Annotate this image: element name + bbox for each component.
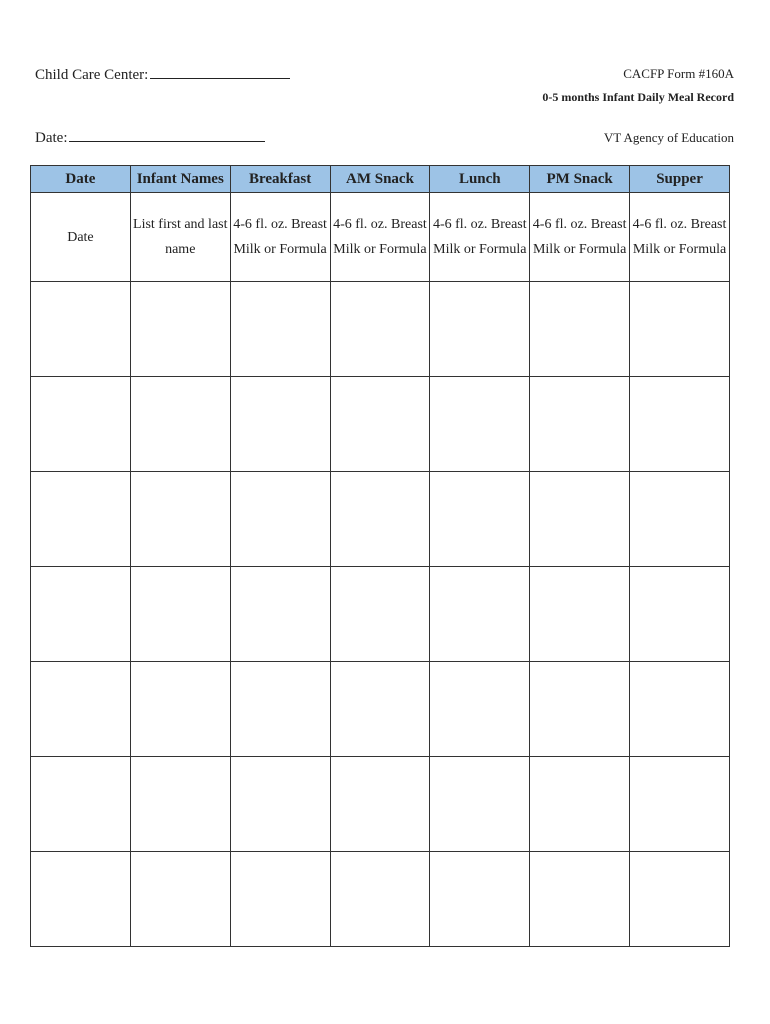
table-row bbox=[31, 377, 730, 472]
date-field bbox=[35, 127, 265, 147]
entry-cell-am-snack[interactable] bbox=[330, 757, 430, 852]
entry-cell-lunch[interactable] bbox=[430, 282, 530, 377]
column-header-lunch: Lunch bbox=[430, 166, 530, 193]
child-care-center-input[interactable] bbox=[150, 64, 290, 79]
entry-cell-infant-names[interactable] bbox=[130, 852, 230, 947]
entry-cell-pm-snack[interactable] bbox=[530, 472, 630, 567]
entry-cell-am-snack[interactable] bbox=[330, 282, 430, 377]
entry-cell-pm-snack[interactable] bbox=[530, 567, 630, 662]
column-header-infant-names: Infant Names bbox=[130, 166, 230, 193]
entry-cell-supper[interactable] bbox=[630, 377, 730, 472]
table-row bbox=[31, 852, 730, 947]
entry-cell-am-snack[interactable] bbox=[330, 567, 430, 662]
entry-cell-supper[interactable] bbox=[630, 282, 730, 377]
child-care-center-field bbox=[35, 64, 290, 84]
entry-cell-date[interactable] bbox=[31, 282, 131, 377]
agency-name: VT Agency of Education bbox=[603, 130, 734, 145]
entry-cell-infant-names[interactable] bbox=[130, 567, 230, 662]
form-id: CACFP Form #160A bbox=[623, 66, 734, 81]
table-row bbox=[31, 757, 730, 852]
entry-cell-breakfast[interactable] bbox=[230, 757, 330, 852]
entry-cell-date[interactable] bbox=[31, 662, 131, 757]
guide-cell-supper: 4-6 fl. oz. Breast Milk or Formula bbox=[630, 193, 730, 282]
entry-cell-lunch[interactable] bbox=[430, 852, 530, 947]
entry-cell-pm-snack[interactable] bbox=[530, 282, 630, 377]
entry-cell-breakfast[interactable] bbox=[230, 282, 330, 377]
entry-cell-am-snack[interactable] bbox=[330, 662, 430, 757]
guide-cell-lunch: 4-6 fl. oz. Breast Milk or Formula bbox=[430, 193, 530, 282]
entry-cell-supper[interactable] bbox=[630, 567, 730, 662]
entry-cell-breakfast[interactable] bbox=[230, 567, 330, 662]
column-header-pm-snack: PM Snack bbox=[530, 166, 630, 193]
entry-cell-breakfast[interactable] bbox=[230, 662, 330, 757]
entry-cell-breakfast[interactable] bbox=[230, 852, 330, 947]
entry-cell-supper[interactable] bbox=[630, 472, 730, 567]
entry-cell-supper[interactable] bbox=[630, 757, 730, 852]
guide-cell-date: Date bbox=[31, 193, 131, 282]
entry-cell-infant-names[interactable] bbox=[130, 472, 230, 567]
entry-cell-am-snack[interactable] bbox=[330, 472, 430, 567]
entry-cell-lunch[interactable] bbox=[430, 567, 530, 662]
guide-cell-pm-snack: 4-6 fl. oz. Breast Milk or Formula bbox=[530, 193, 630, 282]
column-header-am-snack: AM Snack bbox=[330, 166, 430, 193]
meal-record-table bbox=[30, 165, 730, 947]
entry-cell-pm-snack[interactable] bbox=[530, 757, 630, 852]
entry-cell-infant-names[interactable] bbox=[130, 282, 230, 377]
table-row bbox=[31, 282, 730, 377]
entry-cell-date[interactable] bbox=[31, 852, 131, 947]
entry-cell-pm-snack[interactable] bbox=[530, 662, 630, 757]
table-row bbox=[31, 567, 730, 662]
entry-cell-date[interactable] bbox=[31, 377, 131, 472]
entry-cell-supper[interactable] bbox=[630, 662, 730, 757]
entry-cell-date[interactable] bbox=[31, 757, 131, 852]
entry-cell-date[interactable] bbox=[31, 472, 131, 567]
column-header-supper: Supper bbox=[630, 166, 730, 193]
entry-cell-breakfast[interactable] bbox=[230, 377, 330, 472]
table-row bbox=[31, 472, 730, 567]
entry-cell-lunch[interactable] bbox=[430, 662, 530, 757]
guide-cell-am-snack: 4-6 fl. oz. Breast Milk or Formula bbox=[330, 193, 430, 282]
table-row bbox=[31, 662, 730, 757]
entry-cell-lunch[interactable] bbox=[430, 377, 530, 472]
entry-cell-am-snack[interactable] bbox=[330, 852, 430, 947]
form-title: 0-5 months Infant Daily Meal Record bbox=[542, 90, 734, 104]
entry-cell-pm-snack[interactable] bbox=[530, 377, 630, 472]
date-label: Date: bbox=[35, 130, 68, 146]
guide-cell-breakfast: 4-6 fl. oz. Breast Milk or Formula bbox=[230, 193, 330, 282]
guide-row bbox=[31, 193, 730, 282]
column-header-breakfast: Breakfast bbox=[230, 166, 330, 193]
entry-cell-breakfast[interactable] bbox=[230, 472, 330, 567]
entry-cell-supper[interactable] bbox=[630, 852, 730, 947]
entry-cell-pm-snack[interactable] bbox=[530, 852, 630, 947]
header-row bbox=[31, 166, 730, 193]
entry-cell-am-snack[interactable] bbox=[330, 377, 430, 472]
entry-cell-infant-names[interactable] bbox=[130, 377, 230, 472]
entry-cell-date[interactable] bbox=[31, 567, 131, 662]
entry-cell-lunch[interactable] bbox=[430, 757, 530, 852]
entry-cell-lunch[interactable] bbox=[430, 472, 530, 567]
guide-cell-infant-names: List first and last name bbox=[130, 193, 230, 282]
entry-cell-infant-names[interactable] bbox=[130, 757, 230, 852]
entry-cell-infant-names[interactable] bbox=[130, 662, 230, 757]
date-input[interactable] bbox=[69, 127, 265, 142]
child-care-center-label: Child Care Center: bbox=[35, 67, 149, 83]
column-header-date: Date bbox=[31, 166, 131, 193]
